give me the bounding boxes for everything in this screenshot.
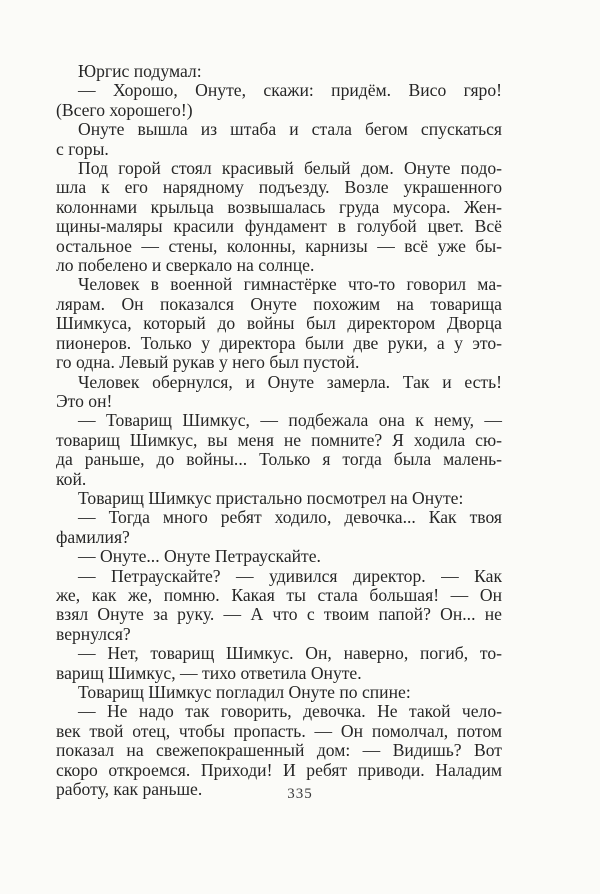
text-line: же, как же, помню. Какая ты стала большая! — Он xyxy=(56,584,502,605)
text-line: — Нет, товарищ Шимкус. Он, наверно, погиб, то- xyxy=(78,643,502,664)
text-line: лярам. Он показался Онуте похожим на товарища xyxy=(56,293,502,314)
text-line: — Не надо так говорить, девочка. Не такой чело- xyxy=(78,701,502,722)
text-line: фамилия? xyxy=(56,526,130,547)
text-line: показал на свежепокрашенный дом: — Видишь? Вот xyxy=(56,740,502,761)
text-line: Человек обернулся, и Онуте замерла. Так и есть! xyxy=(78,371,502,392)
text-line: да раньше, до войны... Только я тогда была малень- xyxy=(56,449,502,470)
text-line: — Товарищ Шимкус, — подбежала она к нему, — xyxy=(78,410,502,431)
text-line: — Онуте... Онуте Петраускайте. xyxy=(78,546,321,567)
text-line: взял Онуте за руку. — А что с твоим папой? Он... не xyxy=(56,604,502,625)
text-line: кой. xyxy=(56,468,87,489)
text-line: — Петраускайте? — удивился директор. — Как xyxy=(78,565,502,586)
text-line: Человек в военной гимнастёрке что-то говорил ма- xyxy=(78,274,502,295)
text-line: Товарищ Шимкус погладил Онуте по спине: xyxy=(78,682,411,702)
text-line: Под горой стоял красивый белый дом. Онуте подо- xyxy=(78,158,502,179)
text-line: Товарищ Шимкус пристально посмотрел на Онуте: xyxy=(78,487,464,508)
text-line: остальное — стены, колонны, карнизы — всё уже бы- xyxy=(56,235,502,256)
text-line: — Хорошо, Онуте, скажи: придём. Висо гяро! xyxy=(78,80,502,101)
text-line: Шимкуса, который до войны был директором Дворца xyxy=(56,313,502,334)
text-line: скоро откроемся. Приходи! И ребят приводи. Наладим xyxy=(56,759,502,780)
text-line: — Тогда много ребят ходило, девочка... Как твоя xyxy=(78,507,502,528)
text-line: го одна. Левый рукав у него был пустой. xyxy=(56,352,360,373)
text-line: век твой отец, чтобы пропасть. — Он помолчал, потом xyxy=(56,720,502,741)
body-text xyxy=(56,62,502,799)
text-line: Это он! xyxy=(56,390,113,411)
text-line: (Всего хорошего!) xyxy=(56,99,193,120)
text-line: Юргис подумал: xyxy=(78,61,202,81)
text-line: пионеров. Только у директора были две руки, а у это- xyxy=(56,332,502,353)
page-number: 335 xyxy=(287,786,313,802)
text-line: ло побелено и сверкало на солнце. xyxy=(56,255,315,276)
text-line: шла к его нарядному подъезду. Возле украшенного xyxy=(56,177,502,198)
text-line: щины-маляры красили фундамент в голубой цвет. Всё xyxy=(56,216,502,237)
text-line: колоннами крыльца возвышалась груда мусора. Жен- xyxy=(56,196,502,217)
text-line: варищ Шимкус, — тихо ответила Онуте. xyxy=(56,662,362,683)
text-line: с горы. xyxy=(56,138,109,159)
text-line: работу, как раньше. xyxy=(56,779,203,800)
text-line: Онуте вышла из штаба и стала бегом спускаться xyxy=(78,119,502,140)
text-line: товарищ Шимкус, вы меня не помните? Я ходила сю- xyxy=(56,429,502,450)
text-line: вернулся? xyxy=(56,623,131,644)
